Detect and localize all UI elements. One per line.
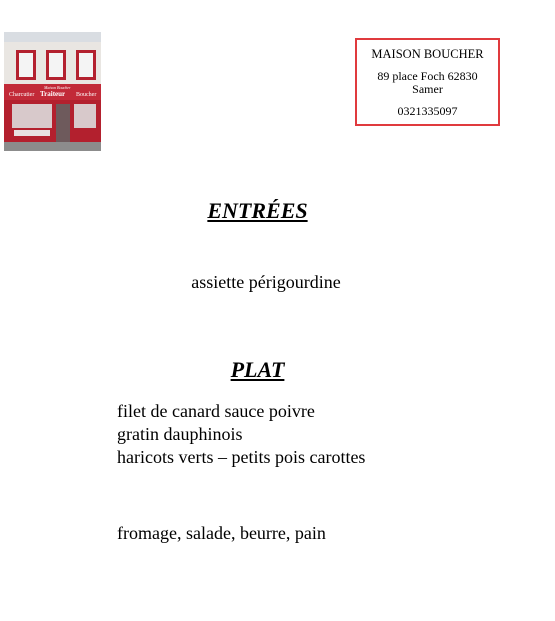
- sign-center-text: Traiteur: [40, 90, 66, 98]
- plat-list: [117, 400, 365, 469]
- plat-item: filet de canard sauce poivre: [117, 401, 315, 421]
- sign-right-text: Boucher: [76, 92, 97, 98]
- shop-name: MAISON BOUCHER: [371, 47, 484, 61]
- sign-top-text: Maison Boucher: [44, 85, 71, 90]
- extras-line: fromage, salade, beurre, pain: [117, 523, 326, 543]
- plat-item: gratin dauphinois: [117, 424, 243, 444]
- shop-facade-image: [4, 32, 101, 151]
- entrees-heading: ENTRÉES: [207, 198, 308, 223]
- address-box: [355, 38, 500, 126]
- entree-item: assiette périgourdine: [191, 272, 341, 292]
- shop-city: Samer: [412, 82, 443, 96]
- plat-heading: PLAT: [230, 357, 285, 382]
- plat-item: haricots verts – petits pois carottes: [117, 447, 366, 467]
- shop-street: 89 place Foch 62830: [377, 69, 478, 83]
- shop-phone: 0321335097: [397, 104, 458, 118]
- sign-left-text: Charcutier: [9, 92, 35, 98]
- shop-photo: [4, 32, 101, 151]
